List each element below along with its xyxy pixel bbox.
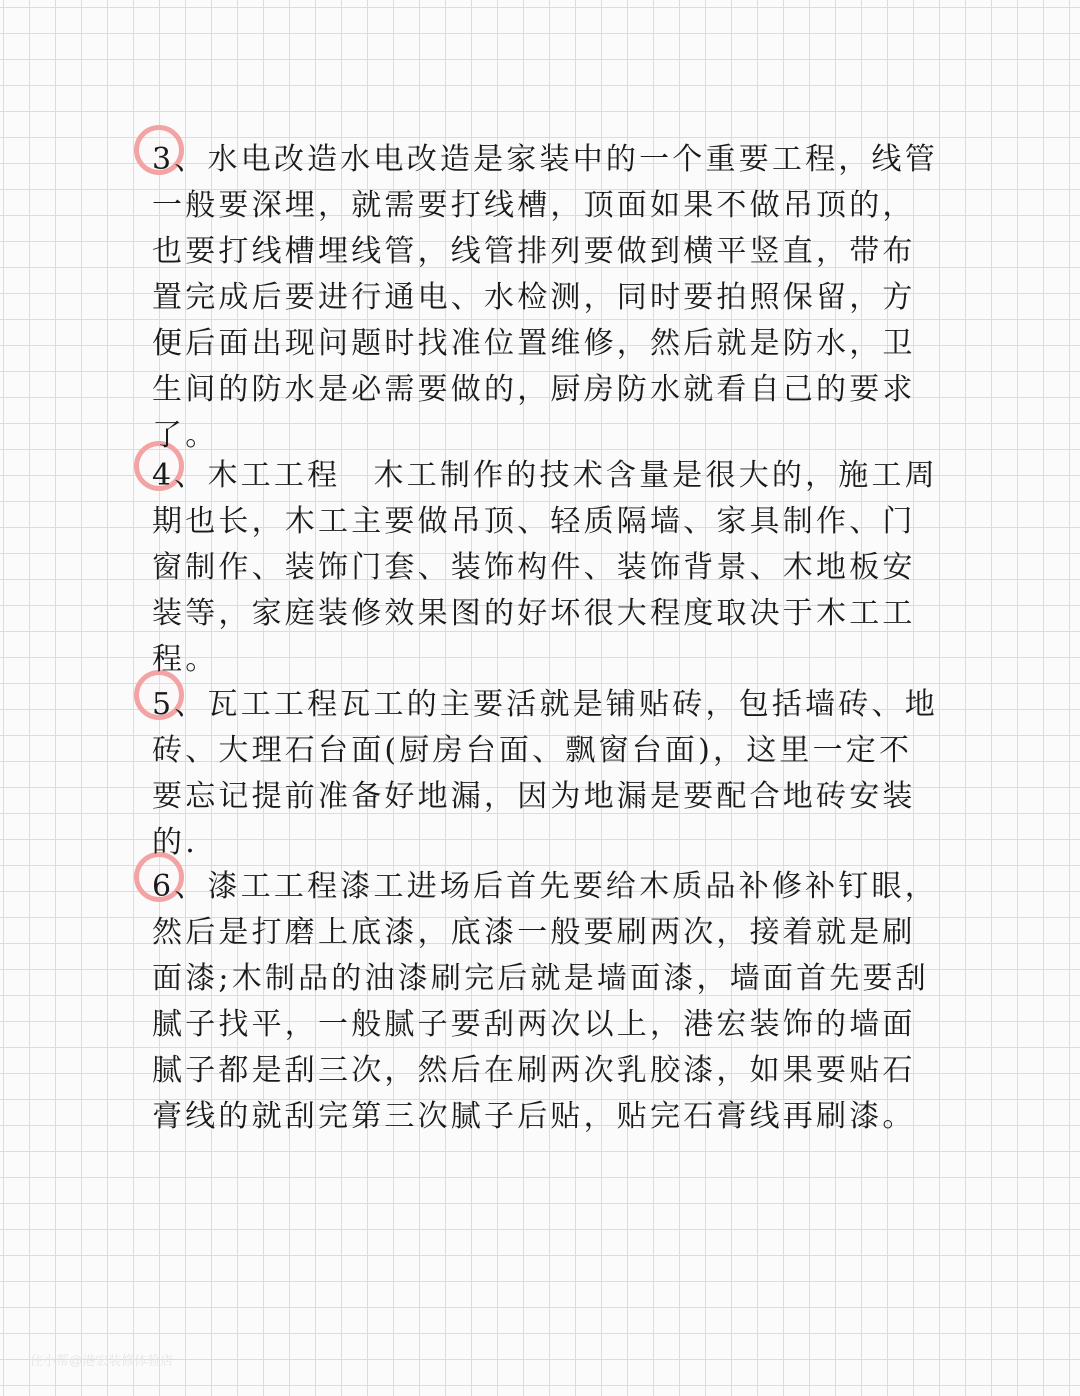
- section-number: 5、: [152, 687, 208, 722]
- section-number: 6、: [152, 869, 208, 904]
- section-3: [152, 137, 942, 459]
- section-4: [152, 453, 942, 683]
- section-5: [152, 682, 942, 866]
- section-text: 瓦工工程瓦工的主要活就是铺贴砖，包括墙砖、地砖、大理石台面(厨房台面、飘窗台面)，这里一定不要忘记提前准备好地漏，因为地漏是要配合地砖安装的.: [152, 687, 938, 860]
- watermark: 住小帮@港宏装修体验店: [30, 1353, 174, 1368]
- section-text: 漆工工程漆工进场后首先要给木质品补修补钉眼，然后是打磨上底漆，底漆一般要刷两次，接着就是刷面漆;木制品的油漆刷完后就是墙面漆，墙面首先要刮腻子找平，一般腻子要刮两次以上，港宏装饰的墙面腻子都是刮三次，然后在刷两次乳胶漆，如果要贴石膏线的就刮完第三次腻子后贴，贴完石膏线再刷漆。: [152, 869, 938, 1134]
- section-number: 4、: [152, 458, 208, 493]
- section-6: [152, 864, 942, 1140]
- section-text: 木工工程 木工制作的技术含量是很大的，施工周期也长，木工主要做吊顶、轻质隔墙、家具制作、门窗制作、装饰门套、装饰构件、装饰背景、木地板安装等，家庭装修效果图的好坏很大程度取决于木工工程。: [152, 458, 938, 677]
- section-number: 3、: [152, 142, 208, 177]
- section-text: 水电改造水电改造是家装中的一个重要工程，线管一般要深埋，就需要打线槽，顶面如果不做吊顶的，也要打线槽埋线管，线管排列要做到横平竖直，带布置完成后要进行通电、水检测，同时要拍照保留，方便后面出现问题时找准位置维修，然后就是防水，卫生间的防水是必需要做的，厨房防水就看自己的要求了。: [152, 142, 938, 453]
